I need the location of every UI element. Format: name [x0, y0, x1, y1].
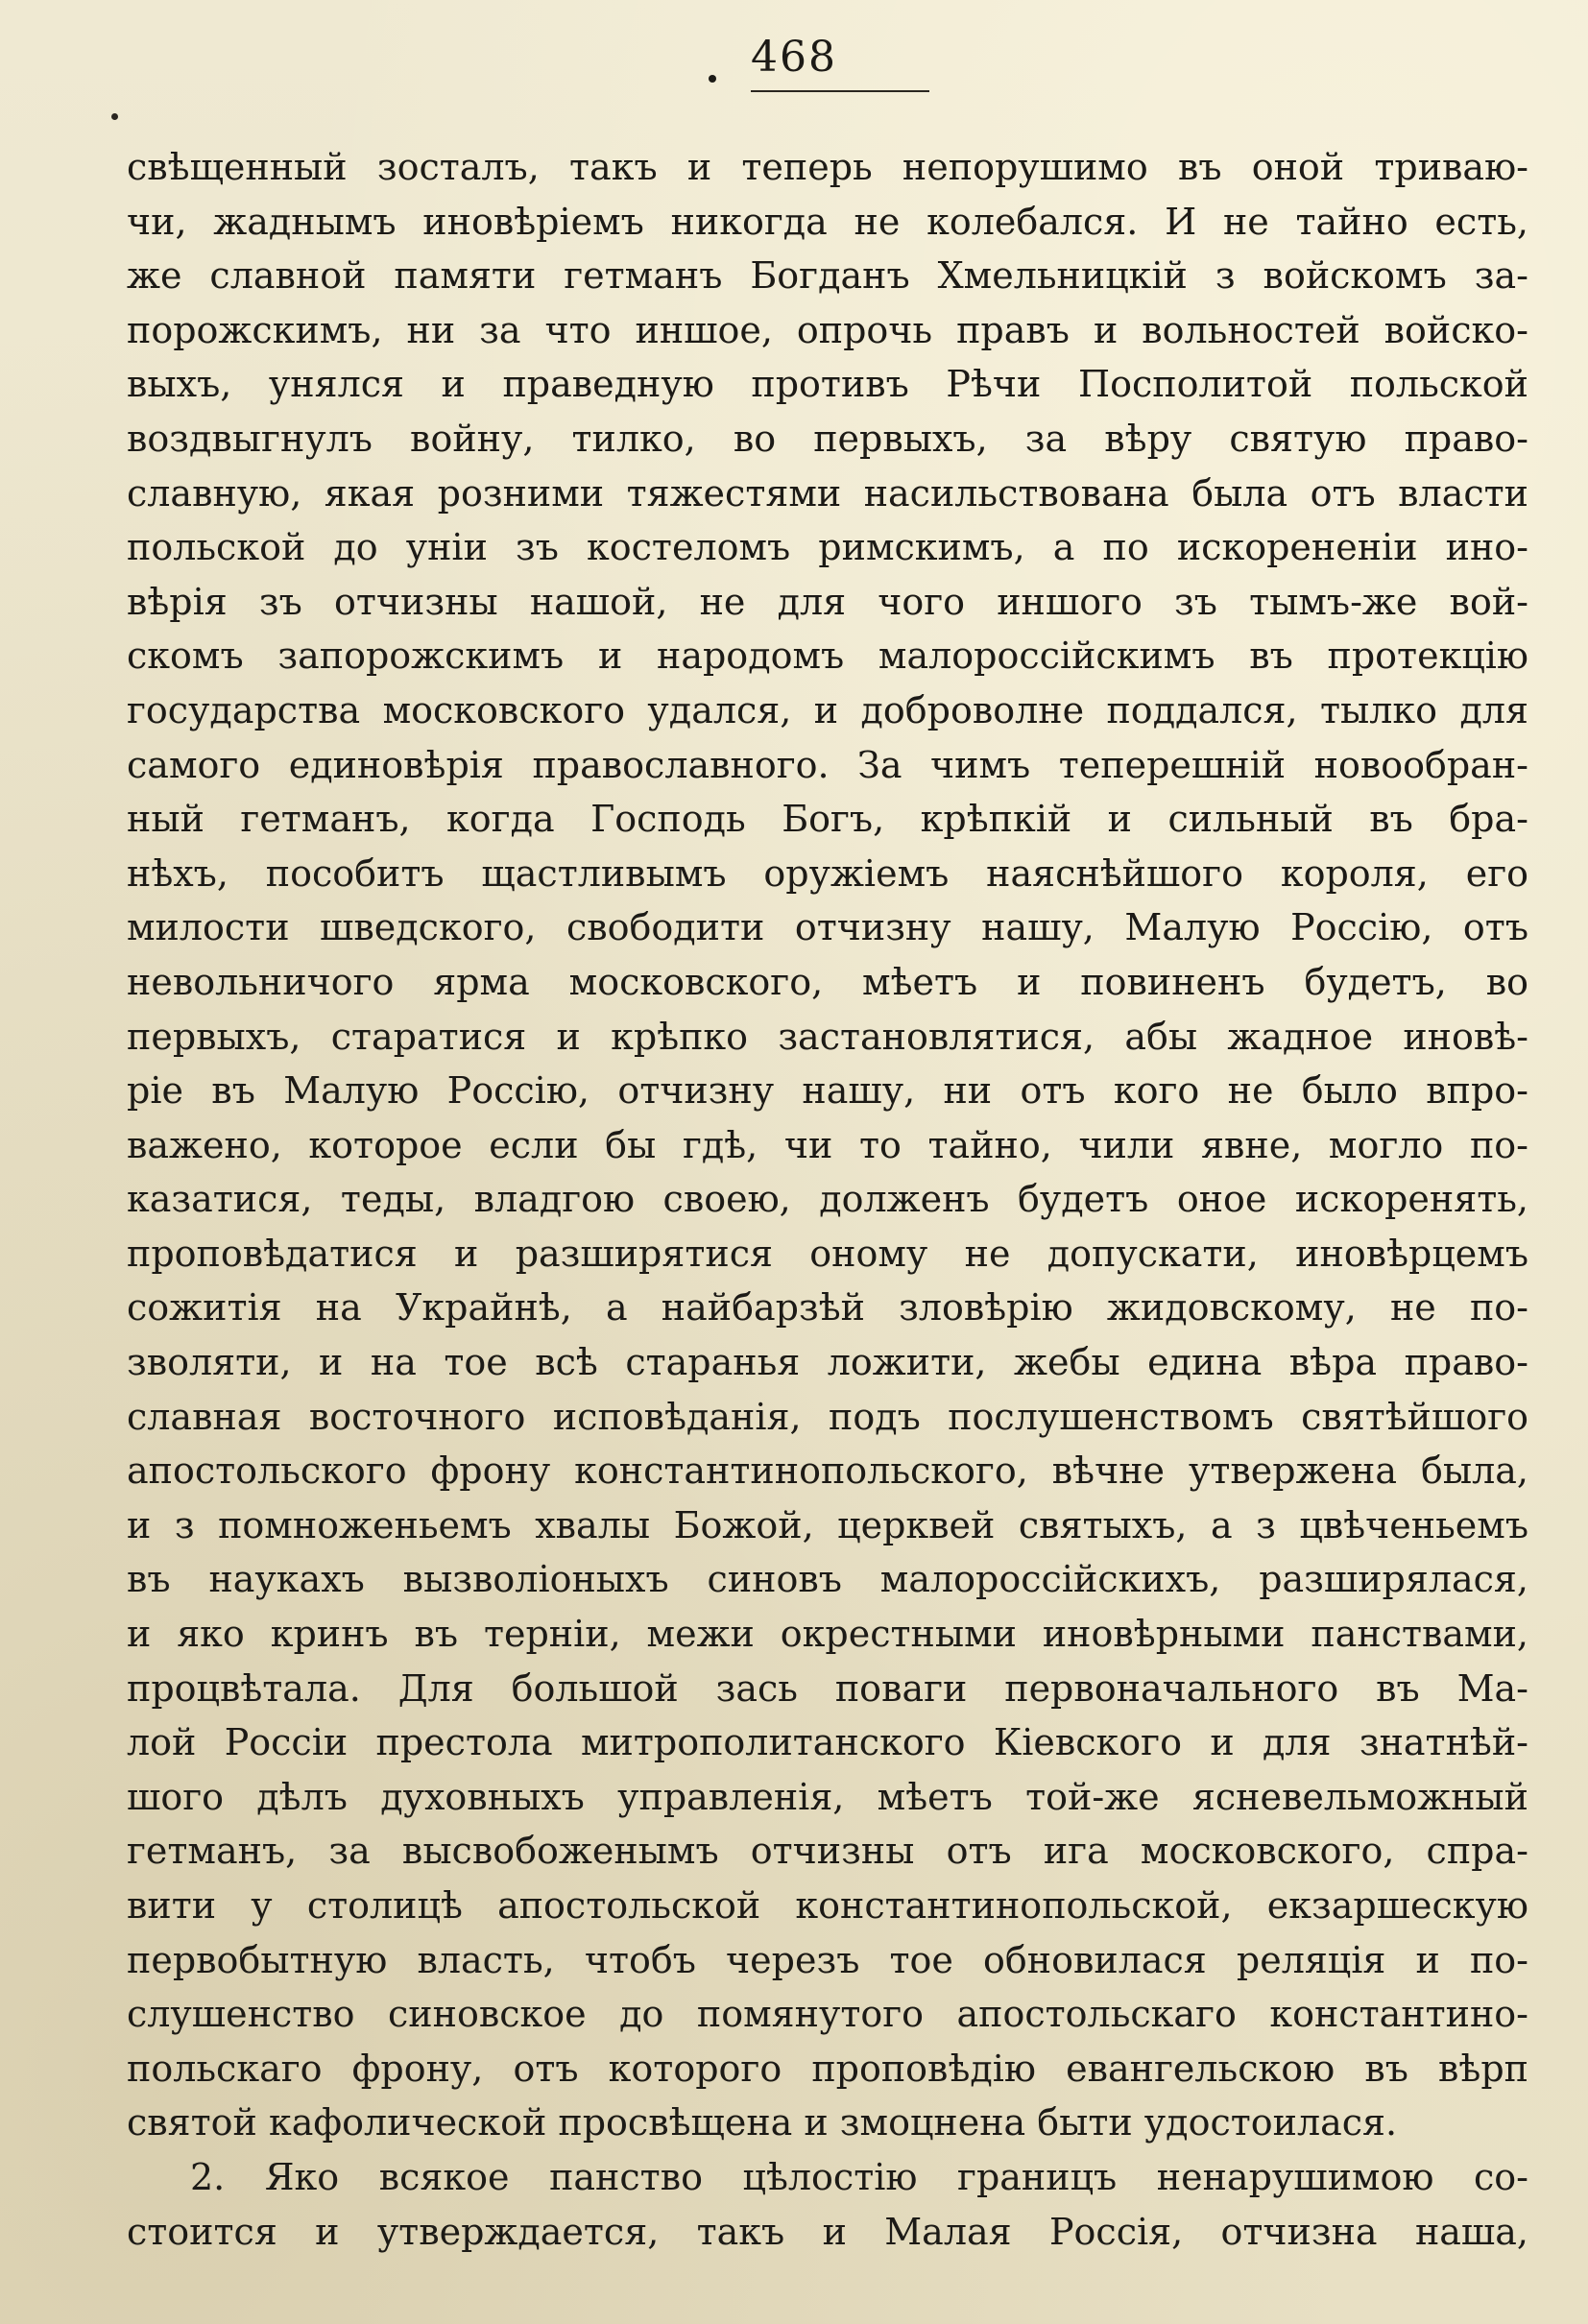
text-line: первобытную власть, чтобъ черезъ тое обновилася реляція и по- [127, 1938, 1528, 1981]
body-text [127, 140, 1528, 2259]
text-line: славную, якая розними тяжестями насильствована была отъ власти [127, 471, 1528, 515]
margin-mark [111, 113, 118, 120]
text-line: проповѣдатися и разширятися оному не допускати, иновѣрцемъ [127, 1232, 1528, 1275]
text-line: свѣщенный зосталъ, такъ и теперь непорушимо въ оной триваю- [127, 146, 1528, 188]
text-line: славная восточного исповѣданія, подъ послушенствомъ святѣйшого [127, 1395, 1528, 1438]
text-line: нѣхъ, пособитъ щастливымъ оружіемъ наяснѣйшого короля, его [127, 851, 1528, 895]
text-line: ный гетманъ, когда Господь Богъ, крѣпкій и сильный въ бра- [127, 798, 1528, 841]
text-line: чи, жаднымъ иновѣріемъ никогда не колебался. И не тайно есть, [127, 200, 1528, 243]
text-line: стоится и утверждается, такъ и Малая Россія, отчизна наша, [127, 2210, 1528, 2253]
text-line: вѣрія зъ отчизны нашой, не для чого иншого зъ тымъ-же вой- [127, 580, 1528, 623]
text-line: польской до уніи зъ костеломъ римскимъ, а по искорененіи ино- [127, 526, 1528, 569]
header-dot [709, 75, 716, 83]
text-line: процвѣтала. Для большой зась поваги первоначального въ Ма- [127, 1666, 1528, 1710]
text-line: польскаго фрону, отъ которого проповѣдію евангельскою въ вѣрп [127, 2047, 1528, 2090]
text-line: апостольского фрону константинопольского, вѣчне утвержена была, [127, 1450, 1528, 1493]
text-line: порожскимъ, ни за что иншое, опрочь правъ и вольностей войско- [127, 308, 1528, 351]
text-line: слушенство синовское до помянутого апостольскаго константино- [127, 1993, 1528, 2036]
text-line: сожитія на Украйнѣ, а найбарзѣй зловѣрію жидовскому, не по- [127, 1286, 1528, 1330]
text-line: гетманъ, за высвобоженымъ отчизны отъ ига московского, спра- [127, 1830, 1528, 1873]
text-line: первыхъ, старатися и крѣпко застановлятися, абы жадное иновѣ- [127, 1015, 1528, 1058]
text-line: скомъ запорожскимъ и народомъ малороссійскимъ въ протекцію [127, 635, 1528, 678]
header-rule [751, 90, 929, 92]
page-number: 468 [751, 33, 837, 82]
text-line: шого дѣлъ духовныхъ управленія, мѣетъ той-же ясневельможный [127, 1775, 1528, 1818]
text-line: выхъ, унялся и праведную противъ Рѣчи Посполитой польской [127, 363, 1528, 406]
text-line: лой Россіи престола митрополитанского Кіевского и для знатнѣй- [127, 1721, 1528, 1764]
text-line: и з помноженьемъ хвалы Божой, церквей святыхъ, а з цвѣченьемъ [127, 1503, 1528, 1546]
text-line: 2. Яко всякое панство цѣлостію границъ ненарушимою со- [190, 2155, 1528, 2198]
text-line: святой кафолической просвѣщена и змоцнена быти удостоилася. [127, 2101, 1398, 2144]
text-line: и яко кринъ въ терніи, межи окрестными иновѣрными панствами, [127, 1613, 1528, 1656]
text-line: ріе въ Малую Россію, отчизну нашу, ни отъ кого не было впро- [127, 1069, 1528, 1113]
text-line: воздвыгнулъ войну, тилко, во первыхъ, за вѣру святую право- [127, 417, 1528, 460]
text-line: государства московского удался, и доброволне поддался, тылко для [127, 688, 1528, 731]
text-line: невольничого ярма московского, мѣетъ и повиненъ будетъ, во [127, 960, 1528, 1003]
text-line: зволяти, и на тое всѣ старанья ложити, жебы едина вѣра право- [127, 1341, 1528, 1384]
text-line: милости шведского, свободити отчизну нашу, Малую Россію, отъ [127, 906, 1528, 949]
text-line: казатися, теды, владгою своею, долженъ будетъ оное искоренять, [127, 1178, 1528, 1221]
text-line: важено, которое если бы гдѣ, чи то тайно, чили явне, могло по- [127, 1123, 1528, 1166]
text-line: самого единовѣрія православного. За чимъ теперешній новообран- [127, 743, 1528, 786]
text-line: вити у столицѣ апостольской константинопольской, екзаршескую [127, 1884, 1528, 1927]
text-line: же славной памяти гетманъ Богданъ Хмельницкій з войскомъ за- [127, 254, 1528, 298]
text-line: въ наукахъ вызволіоныхъ синовъ малороссійскихъ, разширялася, [127, 1558, 1528, 1601]
